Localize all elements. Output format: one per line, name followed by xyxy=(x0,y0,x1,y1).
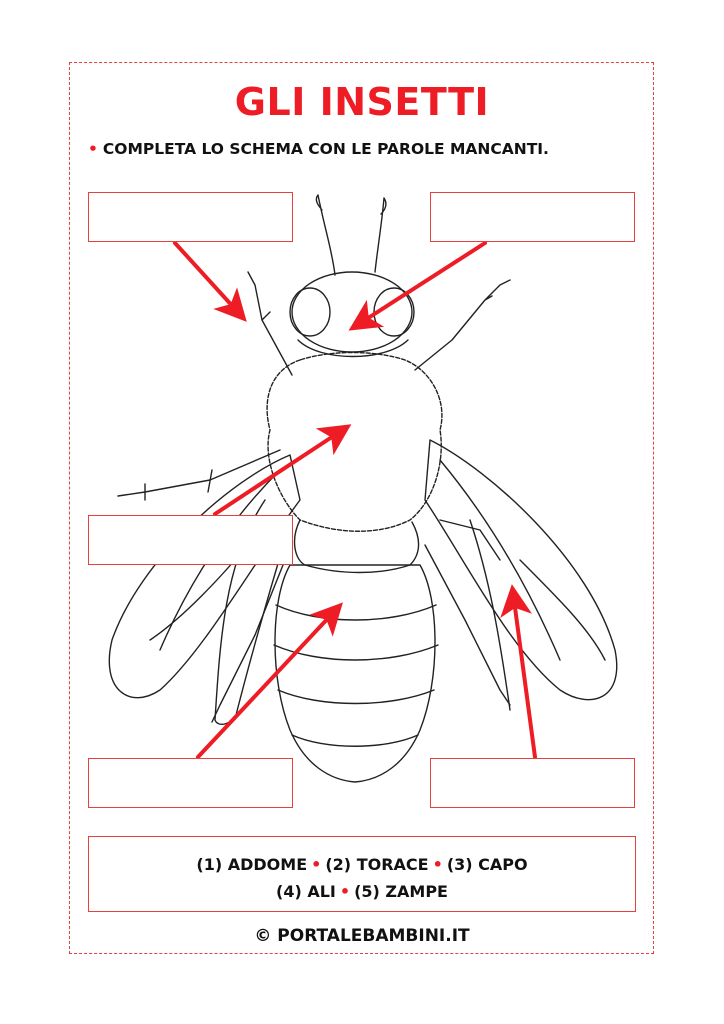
word-option: (2) TORACE xyxy=(325,855,429,874)
bullet-icon: • xyxy=(432,855,443,874)
hind-leg-left xyxy=(212,560,285,722)
word-option: (3) CAPO xyxy=(446,855,528,874)
answer-box-bottom-left[interactable] xyxy=(88,758,293,808)
arrow-to-abdomen xyxy=(198,614,332,757)
word-bank xyxy=(88,836,636,912)
abdomen xyxy=(275,565,435,782)
page-title: GLI INSETTI xyxy=(234,80,490,124)
word-option: (4) ALI xyxy=(276,882,336,901)
bee-icon xyxy=(109,195,616,782)
answer-box-top-left[interactable] xyxy=(88,192,293,242)
word-bank-line-1 xyxy=(89,851,635,878)
front-leg-right xyxy=(415,280,510,370)
word-option: (5) ZAMPE xyxy=(354,882,448,901)
answer-box-top-right[interactable] xyxy=(430,192,635,242)
thorax xyxy=(267,353,442,532)
bullet-icon: • xyxy=(339,882,351,901)
arrow-to-wing xyxy=(514,600,535,757)
bullet-icon: • xyxy=(88,140,98,158)
arrow-to-thorax xyxy=(215,433,338,514)
head xyxy=(292,272,412,352)
left-wing xyxy=(109,455,300,698)
antenna-left xyxy=(316,195,335,275)
arrow-to-leg xyxy=(175,243,236,310)
instruction-text: COMPLETA LO SCHEMA CON LE PAROLE MANCANTI. xyxy=(102,140,549,158)
answer-box-middle-left[interactable] xyxy=(88,515,293,565)
bullet-icon: • xyxy=(311,855,322,874)
answer-box-bottom-right[interactable] xyxy=(430,758,635,808)
arrow-to-head xyxy=(362,243,485,322)
front-leg-left xyxy=(248,272,292,375)
word-bank-line-2 xyxy=(89,878,635,905)
copyright-notice: © PORTALEBAMBINI.IT xyxy=(254,926,470,946)
antenna-right xyxy=(375,198,386,272)
word-option: (1) ADDOME xyxy=(196,855,308,874)
